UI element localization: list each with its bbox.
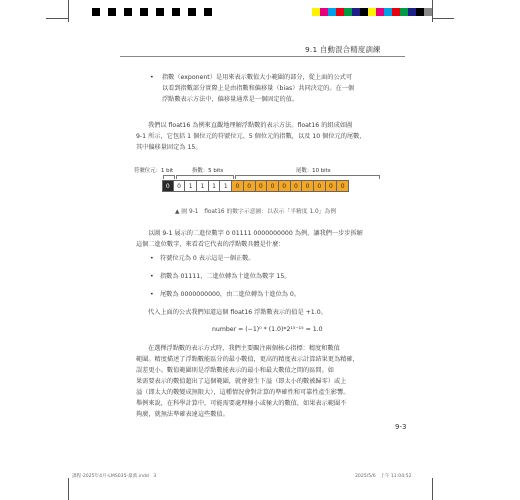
footer-file-info: 課程-2025年4月-LMS035-最新.indd 3	[72, 474, 157, 479]
exponent-bracket	[176, 175, 234, 179]
text-line: 以看到指數部分實際上是由指數和偏移量（bias）共同決定的。在一個	[162, 85, 355, 92]
paragraph-float16-intro	[136, 120, 365, 153]
bullet-dot: •	[150, 74, 154, 81]
crop-mark	[432, 18, 454, 19]
footer-timestamp: 2025/5/6 上午 11:04:52	[355, 474, 412, 479]
text-line: 誤差更小。數值範圍則是浮點數能表示的最小和最大數值之間的區間。如	[136, 367, 334, 374]
bullet-dot: •	[150, 291, 154, 298]
text-line: 指數（exponent）是用來表示數值大小範圍的部分，從上面的公式可	[162, 74, 353, 81]
mantissa-bracket	[235, 175, 380, 179]
running-header: 9.1 自動混合精度訓練	[305, 45, 381, 54]
text-line: 夠廣，就無法準確表達這些數值。	[136, 411, 229, 418]
page-number: 9-3	[395, 423, 407, 431]
sign-bracket	[163, 175, 175, 179]
text-line: 浮點數表示方法中，偏移量通常是一個固定的值。	[162, 96, 299, 103]
text-line: 範圍。精度描述了浮點數能區分的最小數值，更高的精度表示計算結果更為精確，	[136, 356, 359, 363]
bit-cell-exponent: 1	[197, 180, 209, 192]
crop-mark	[46, 18, 68, 19]
bullet-dot: •	[150, 255, 154, 262]
crop-mark	[432, 478, 433, 500]
bit-cell-mantissa: 0	[326, 180, 338, 192]
bullet-dot: •	[150, 273, 154, 280]
bullet-mantissa-value: 尾數為 0000000000，由二進位轉為十進位為 0。	[160, 291, 301, 298]
crop-mark	[68, 478, 69, 500]
header-rule	[120, 56, 405, 57]
bit-cell-sign: 0	[162, 180, 174, 192]
paragraph-result: 代入上面的公式我們知道這個 float16 浮點數表示的值是 +1.0。	[148, 309, 327, 316]
crop-mark	[68, 0, 69, 22]
text-line: 溢（即太大的數變成無限大），這種情況會對計算的準確性和可靠性產生影響。	[136, 389, 350, 396]
text-line: 以圖 9-1 展示的二進位數字 0 01111 0000000000 為例，讓我們一步步拆解	[148, 230, 363, 237]
bit-cell-mantissa: 0	[314, 180, 326, 192]
bit-row	[162, 180, 349, 192]
text-line: 這個二進位數字，來看看它代表的浮點數具體是什麼：	[136, 241, 285, 248]
color-calibration-bar	[92, 8, 212, 16]
text-line: 9-1 所示，它包括 1 個位元的符號位元、5 個位元的指數，以及 10 個位元的尾數，	[136, 133, 366, 140]
sign-bit-label: 符號位元：1 bit	[134, 168, 174, 174]
bit-cell-exponent: 1	[185, 180, 197, 192]
paragraph-breakdown-intro	[136, 228, 363, 250]
bit-cell-mantissa: 0	[244, 180, 256, 192]
bit-cell-exponent: 1	[220, 180, 232, 192]
bullet-exponent	[162, 72, 354, 105]
bit-cell-exponent: 0	[174, 180, 186, 192]
bit-cell-mantissa: 0	[291, 180, 303, 192]
mantissa-label: 尾數：10 bits	[296, 168, 331, 174]
text-line: 我們以 float16 為例來直觀地理解浮點數的表示方法。float16 的組成如圖	[148, 122, 353, 129]
color-calibration-bar	[312, 8, 432, 16]
bit-cell-mantissa: 0	[267, 180, 279, 192]
formula: number = (−1)⁰ * (1.0)*2¹⁵⁻¹⁵ = 1.0	[212, 326, 323, 333]
figure-caption: ▲ 圖 9-1 float16 的數字示意圖：以表示「半精度 1.0」為例	[175, 209, 337, 215]
bit-cell-mantissa: 0	[302, 180, 314, 192]
bit-cell-mantissa: 0	[279, 180, 291, 192]
bit-cell-mantissa: 0	[256, 180, 268, 192]
text-line: 在選擇浮點數的表示方式時，我們主要關注兩個核心指標：精度和數值	[148, 345, 340, 352]
bit-cell-mantissa: 0	[337, 180, 349, 192]
text-line: 舉例來說，在科學計算中，可能需要處理極小或極大的數值，如果表示範圍不	[136, 400, 347, 407]
text-line: 果需要表示的數值超出了這個範圍，就會發生下溢（即太小的數被歸零）或上	[136, 378, 347, 385]
paragraph-precision-range	[136, 343, 359, 420]
bit-cell-exponent: 1	[209, 180, 221, 192]
bullet-exponent-value: 指數為 01111，二進位轉為十進位為數字 15。	[160, 273, 291, 280]
exponent-label: 指數：5 bits	[192, 168, 224, 174]
bullet-sign: 符號位元為 0 表示這是一個正數。	[160, 255, 255, 262]
bit-cell-mantissa: 0	[232, 180, 244, 192]
text-line: 其中偏移量固定為 15。	[136, 144, 202, 151]
